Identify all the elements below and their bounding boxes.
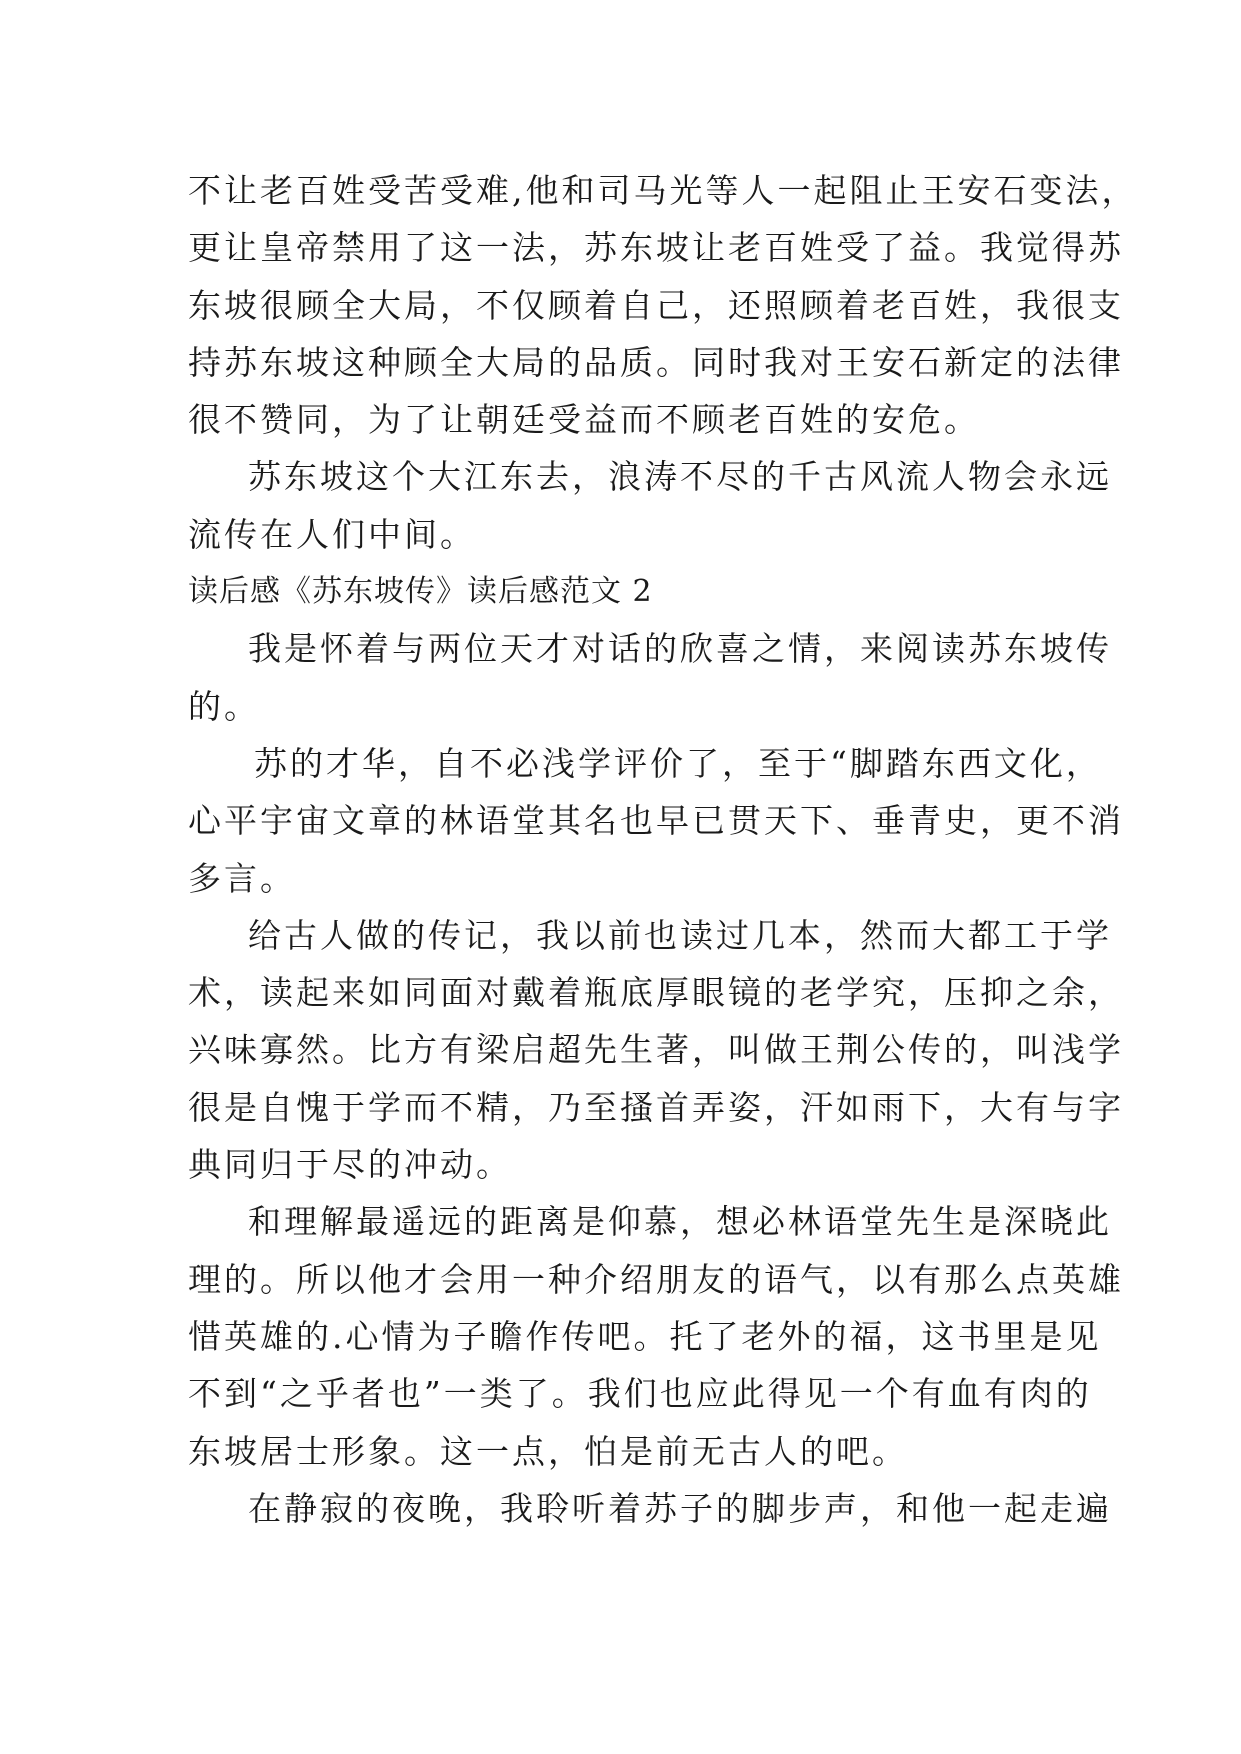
text-line: 心平宇宙文章的林语堂其名也早已贯天下、垂青史，更不消 — [188, 801, 1124, 841]
text-line: 我是怀着与两位天才对话的欣喜之情，来阅读苏东坡传 — [248, 629, 1112, 669]
text-line: 不到“之乎者也”一类了。我们也应此得见一个有血有肉的 — [188, 1374, 1092, 1414]
text-line: 苏东坡这个大江东去，浪涛不尽的千古风流人物会永远 — [248, 457, 1112, 497]
text-line: 很不赞同，为了让朝廷受益而不顾老百姓的安危。 — [188, 400, 980, 440]
text-line: 惜英雄的.心情为子瞻作传吧。托了老外的福，这书里是见 — [188, 1316, 1102, 1356]
text-line: 兴味寡然。比方有梁启超先生著，叫做王荆公传的，叫浅学 — [188, 1030, 1124, 1070]
text-line: 流传在人们中间。 — [188, 514, 476, 554]
text-line: 术，读起来如同面对戴着瓶底厚眼镜的老学究，压抑之余， — [188, 973, 1124, 1013]
text-line: 苏的才华，自不必浅学评价了，至于“脚踏东西文化， — [254, 743, 1102, 783]
text-line: 理的。所以他才会用一种介绍朋友的语气，以有那么点英雄 — [188, 1259, 1124, 1299]
text-line: 典同归于尽的冲动。 — [188, 1145, 512, 1185]
document-body — [188, 162, 1138, 1537]
text-line: 多言。 — [188, 858, 296, 898]
text-line: 在静寂的夜晚，我聆听着苏子的脚步声，和他一起走遍 — [248, 1488, 1112, 1528]
text-line: 东坡很顾全大局，不仅顾着自己，还照顾着老百姓，我很支 — [188, 285, 1124, 325]
text-line: 更让皇帝禁用了这一法，苏东坡让老百姓受了益。我觉得苏 — [188, 228, 1124, 268]
text-line: 东坡居士形象。这一点，怕是前无古人的吧。 — [188, 1431, 908, 1471]
text-line: 和理解最遥远的距离是仰慕，想必林语堂先生是深晓此 — [248, 1202, 1112, 1242]
text-line: 不让老百姓受苦受难,他和司马光等人一起阻止王安石变法， — [188, 171, 1138, 210]
text-line: 持苏东坡这种顾全大局的品质。同时我对王安石新定的法律 — [188, 342, 1124, 382]
text-line: 很是自愧于学而不精，乃至搔首弄姿，汗如雨下，大有与字 — [188, 1087, 1124, 1127]
text-line: 给古人做的传记，我以前也读过几本，然而大都工于学 — [248, 915, 1112, 955]
text-line: 的。 — [188, 686, 260, 726]
section-heading: 读后感《苏东坡传》读后感范文 2 — [188, 574, 653, 610]
